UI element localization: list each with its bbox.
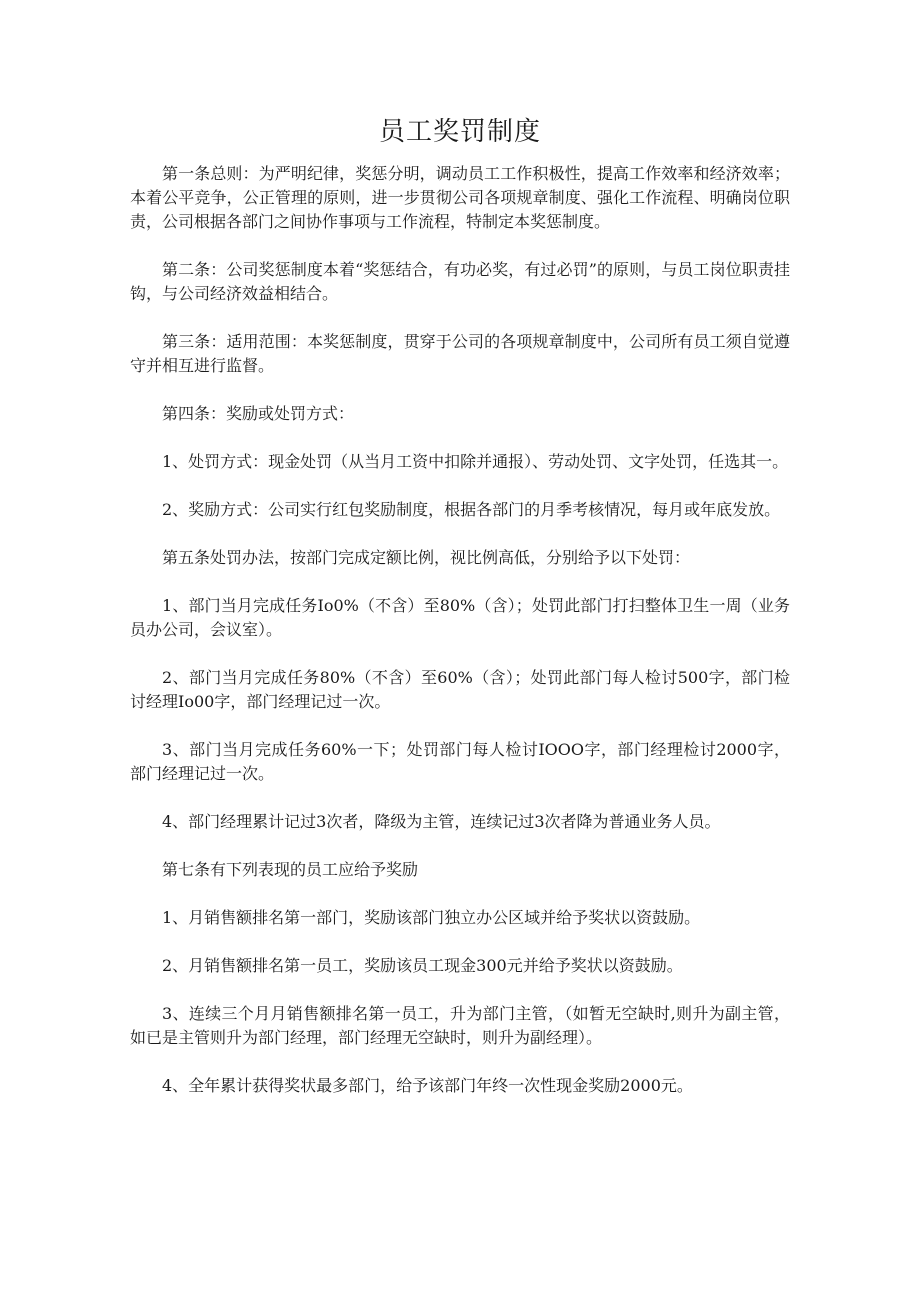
paragraph-article-7: 第七条有下列表现的员工应给予奖励: [162, 860, 419, 879]
document-title: 员工奖罚制度: [378, 117, 541, 147]
paragraph-general-provisions: 第一条总则：为严明纪律，奖惩分明，调动员工工作积极性，提高工作效率和经济效率；本着公平竞争，公正管理的原则，进一步贯彻公司各项规章制度、强化工作流程、明确岗位职责，公司根据各部门之间协作事项与工作流程，特制定本奖惩制度。: [130, 164, 790, 231]
paragraph-penalty-item-3: 3、部门当月完成任务60%一下；处罚部门每人检讨IOOO字，部门经理检讨2000字，部门经理记过一次。: [130, 740, 790, 783]
paragraph-article-2: 第二条：公司奖惩制度本着“奖惩结合，有功必奖，有过必罚”的原则，与员工岗位职责挂钩，与公司经济效益相结合。: [130, 260, 790, 303]
document-body: [130, 162, 790, 1098]
paragraph-reward-item-1: 1、月销售额排名第一部门，奖励该部门独立办公区域并给予奖状以资鼓励。: [162, 908, 701, 927]
paragraph-article-5: 第五条处罚办法，按部门完成定额比例，视比例高低，分别给予以下处罚：: [162, 548, 691, 567]
paragraph-reward-methods: 2、奖励方式：公司实行红包奖励制度，根据各部门的月季考核情况，每月或年底发放。: [162, 500, 781, 519]
paragraph-article-4: 第四条：奖励或处罚方式：: [162, 404, 355, 423]
paragraph-penalty-methods: 1、处罚方式：现金处罚（从当月工资中扣除并通报）、劳动处罚、文字处罚，任选其一。: [162, 452, 789, 471]
paragraph-penalty-item-4: 4、部门经理累计记过3次者，降级为主管，连续记过3次者降为普通业务人员。: [162, 812, 721, 831]
paragraph-penalty-item-2: 2、部门当月完成任务80%（不含）至60%（含）；处罚此部门每人检讨500字，部门检讨经理Io00字，部门经理记过一次。: [130, 668, 790, 711]
paragraph-reward-item-3: 3、连续三个月月销售额排名第一员工，升为部门主管，（如暂无空缺时,则升为副主管，如已是主管则升为部门经理，部门经理无空缺时，则升为副经理）。: [130, 1004, 790, 1047]
paragraph-article-3: 第三条：适用范围：本奖惩制度，贯穿于公司的各项规章制度中，公司所有员工须自觉遵守并相互进行监督。: [130, 332, 790, 375]
paragraph-penalty-item-1: 1、部门当月完成任务Io0%（不含）至80%（含）；处罚此部门打扫整体卫生一周（业务员办公司，会议室）。: [130, 596, 790, 639]
paragraph-reward-item-2: 2、月销售额排名第一员工，奖励该员工现金300元并给予奖状以资鼓励。: [162, 956, 683, 975]
paragraph-reward-item-4: 4、全年累计获得奖状最多部门，给予该部门年终一次性现金奖励2000元。: [162, 1076, 693, 1095]
